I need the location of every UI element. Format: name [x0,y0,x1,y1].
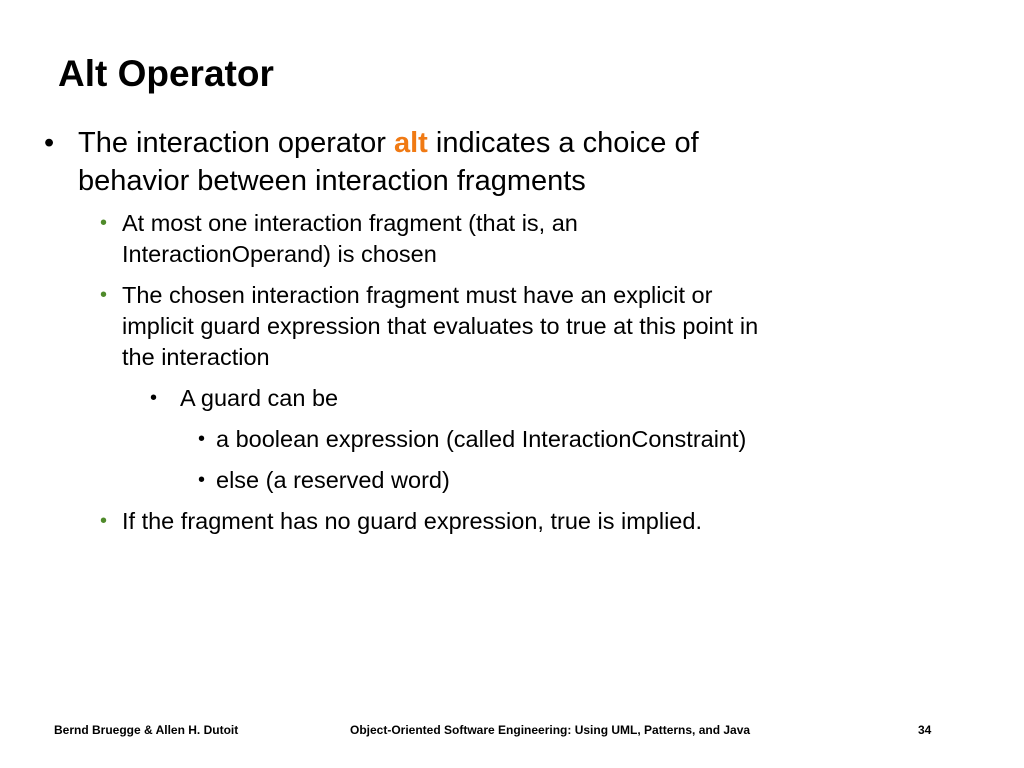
bullet-main-line2: behavior between interaction fragments [78,165,586,197]
footer-page-number: 34 [918,723,932,737]
guard-can-be-line: A guard can be [180,385,339,411]
sub-bullet-dot: • [100,284,108,306]
bullet-main-text-before: The interaction operator [78,127,394,159]
sub-bullet-2-line2: implicit guard expression that evaluates to true at this point in [122,313,759,339]
sub-bullet-1-line2: InteractionOperand) is chosen [122,241,437,267]
sub-bullet-2-line3: the interaction [122,344,270,370]
keyword-alt: alt [393,127,428,159]
guard-item-boolean: a boolean expression (called InteractionConstraint) [216,426,747,452]
sub-bullet-dot: • [100,212,108,234]
guard-item-dot: • [198,469,206,491]
guard-item-dot: • [198,428,206,450]
sub-sub-bullet-dot: • [150,387,158,409]
sub-bullet-2-line1: The chosen interaction fragment must have an explicit or [122,282,713,308]
sub-bullet-dot: • [100,510,108,532]
bullet-dot: • [44,127,55,159]
sub-bullet-3-line1: If the fragment has no guard expression, true is implied. [122,508,702,534]
sub-bullet-1-line1: At most one interaction fragment (that is, an [122,210,578,236]
slide-title: Alt Operator [58,53,274,94]
bullet-main-text-after: indicates a choice of [427,127,699,159]
bullet-main-line1 [78,124,699,162]
footer-authors: Bernd Bruegge & Allen H. Dutoit [54,723,239,737]
guard-item-else: else (a reserved word) [216,467,450,493]
footer-book-title: Object-Oriented Software Engineering: Using UML, Patterns, and Java [350,723,751,737]
